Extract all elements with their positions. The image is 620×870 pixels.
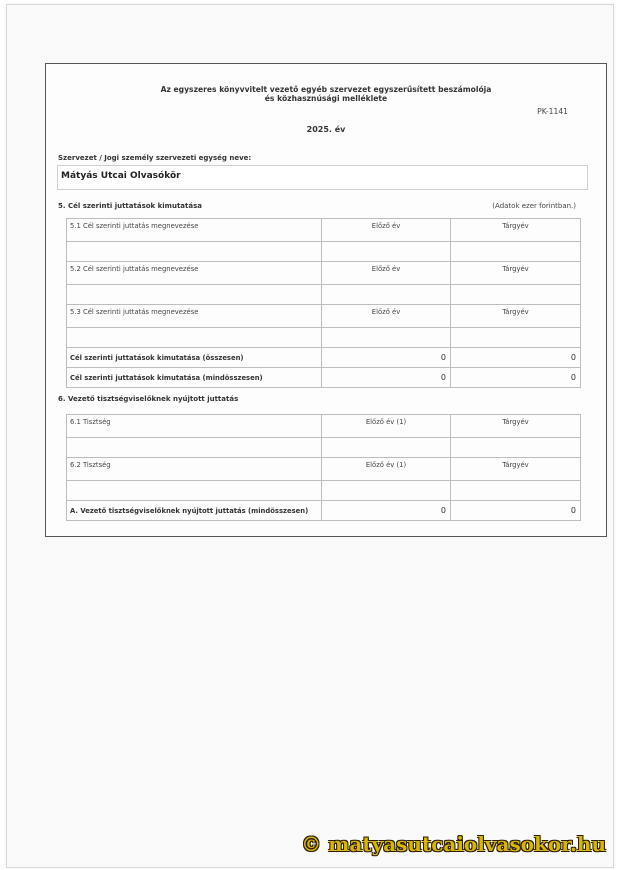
grand-total-prev-value: 0	[322, 501, 451, 521]
empty-cell	[451, 328, 581, 348]
current-year-header: Tárgyév	[451, 305, 581, 328]
total-prev-value: 0	[322, 348, 451, 368]
current-year-header: Tárgyév	[451, 415, 581, 438]
empty-cell	[451, 285, 581, 305]
prev-year-header: Előző év	[322, 305, 451, 328]
currency-note: (Adatok ezer forintban.)	[492, 202, 576, 210]
form-year: 2025. év	[306, 125, 346, 134]
empty-cell	[322, 481, 451, 501]
prev-year-header: Előző év (1)	[322, 458, 451, 481]
section5-title: 5. Cél szerinti juttatások kimutatása	[58, 202, 202, 210]
row-label: 5.2 Cél szerinti juttatás megnevezése	[67, 262, 322, 285]
empty-cell	[451, 481, 581, 501]
table-row-empty	[67, 328, 581, 348]
total-curr-value: 0	[451, 348, 581, 368]
section5-table	[66, 218, 581, 388]
empty-cell	[67, 242, 322, 262]
prev-year-header: Előző év (1)	[322, 415, 451, 438]
empty-cell	[67, 328, 322, 348]
table-row-empty	[67, 481, 581, 501]
row-label: 6.2 Tisztség	[67, 458, 322, 481]
empty-cell	[322, 328, 451, 348]
form-title-line2: és közhasznúsági melléklete	[264, 94, 388, 103]
table-row	[67, 415, 581, 438]
empty-cell	[322, 285, 451, 305]
prev-year-header: Előző év	[322, 262, 451, 285]
grand-total-row	[67, 501, 581, 521]
empty-cell	[322, 242, 451, 262]
current-year-header: Tárgyév	[451, 458, 581, 481]
table-row	[67, 305, 581, 328]
form-title	[46, 85, 606, 103]
grand-total-prev-value: 0	[322, 368, 451, 388]
form-frame	[45, 63, 607, 537]
row-label: 5.1 Cél szerinti juttatás megnevezése	[67, 219, 322, 242]
table-row-empty	[67, 438, 581, 458]
section6-table	[66, 414, 581, 521]
grand-total-row	[67, 368, 581, 388]
organization-field	[57, 165, 588, 190]
section6-title: 6. Vezető tisztségviselőknek nyújtott juttatás	[58, 395, 239, 403]
table-row	[67, 219, 581, 242]
grand-total-curr-value: 0	[451, 368, 581, 388]
organization-name: Mátyás Utcai Olvasókör	[61, 171, 181, 181]
grand-total-curr-value: 0	[451, 501, 581, 521]
form-code: PK-1141	[537, 107, 568, 116]
current-year-header: Tárgyév	[451, 219, 581, 242]
empty-cell	[322, 438, 451, 458]
row-label: 6.1 Tisztség	[67, 415, 322, 438]
table-row	[67, 262, 581, 285]
empty-cell	[67, 438, 322, 458]
empty-cell	[451, 438, 581, 458]
table-row-empty	[67, 242, 581, 262]
grand-total-label: A. Vezető tisztségviselőknek nyújtott juttatás (mindösszesen)	[67, 501, 322, 521]
empty-cell	[451, 242, 581, 262]
copyright-watermark: © matyasutcaiolvasokor.hu	[301, 832, 606, 856]
grand-total-label: Cél szerinti juttatások kimutatása (mindösszesen)	[67, 368, 322, 388]
table-row-empty	[67, 285, 581, 305]
form-title-line1: Az egyszeres könyvvitelt vezető egyéb szervezet egyszerűsített beszámolója	[160, 85, 492, 94]
row-label: 5.3 Cél szerinti juttatás megnevezése	[67, 305, 322, 328]
total-row	[67, 348, 581, 368]
total-label: Cél szerinti juttatások kimutatása (összesen)	[67, 348, 322, 368]
scanned-page	[6, 4, 614, 868]
current-year-header: Tárgyév	[451, 262, 581, 285]
table-row	[67, 458, 581, 481]
empty-cell	[67, 481, 322, 501]
organization-label: Szervezet / Jogi személy szervezeti egység neve:	[58, 154, 252, 162]
empty-cell	[67, 285, 322, 305]
prev-year-header: Előző év	[322, 219, 451, 242]
